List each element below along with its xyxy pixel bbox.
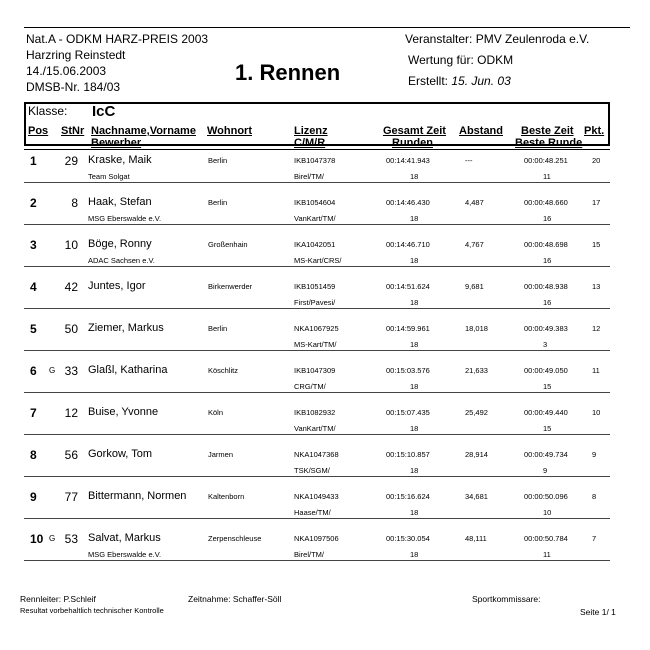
points: 9 <box>592 450 597 459</box>
dmsb-number: DMSB-Nr. 184/03 <box>26 80 121 94</box>
license: NKA1097506 <box>294 534 339 543</box>
points: 12 <box>592 324 601 333</box>
row-separator <box>24 392 610 393</box>
best-lap: 3 <box>543 340 548 349</box>
driver-name: Juntes, Igor <box>88 280 146 292</box>
pos: 4 <box>30 280 37 294</box>
gap: 4,487 <box>465 198 484 207</box>
row-separator <box>24 476 610 477</box>
best-lap: 11 <box>543 550 551 559</box>
cmr: First/Pavesi/ <box>294 298 336 307</box>
points: 13 <box>592 282 601 291</box>
rating: Wertung für: ODKM <box>408 53 514 67</box>
cmr: Birel/TM/ <box>294 172 324 181</box>
cmr: MS-Kart/TM/ <box>294 340 337 349</box>
top-rule <box>24 27 630 28</box>
laps: 18 <box>410 340 419 349</box>
stnr: 12 <box>64 406 78 420</box>
class-value: IcC <box>92 103 116 120</box>
laps: 18 <box>410 298 419 307</box>
best-time: 00:00:48.251 <box>524 156 568 165</box>
entrant: ADAC Sachsen e.V. <box>88 256 155 265</box>
disclaimer: Resultat vorbehaltlich technischer Kontrolle <box>20 606 164 615</box>
col-gap: Abstand <box>459 125 503 137</box>
cmr: Birel/TM/ <box>294 550 324 559</box>
laps: 18 <box>410 172 419 181</box>
laps: 18 <box>410 214 419 223</box>
timing: Zeitnahme: Schaffer-Söll <box>188 594 282 604</box>
col-points: Pkt. <box>584 125 605 137</box>
page-number: Seite 1/ 1 <box>580 607 616 617</box>
stnr: 53 <box>64 532 78 546</box>
row-separator <box>24 308 610 309</box>
gap: 9,681 <box>465 282 484 291</box>
created <box>408 74 511 88</box>
residence: Birkenwerder <box>208 282 253 291</box>
total-time: 00:14:41.943 <box>386 156 430 165</box>
laps: 18 <box>410 382 419 391</box>
driver-name: Bittermann, Normen <box>88 490 187 502</box>
points: 10 <box>592 408 601 417</box>
cmr: TSK/SGM/ <box>294 466 330 475</box>
row-separator <box>24 350 610 351</box>
residence: Kaltenborn <box>208 492 245 501</box>
cmr: MS-Kart/CRS/ <box>294 256 342 265</box>
pos: 5 <box>30 322 37 336</box>
best-lap: 16 <box>543 256 552 265</box>
driver-name: Ziemer, Markus <box>88 322 164 334</box>
cmr: CRG/TM/ <box>294 382 326 391</box>
best-lap: 11 <box>543 172 551 181</box>
stnr: 77 <box>64 490 78 504</box>
best-time: 00:00:50.784 <box>524 534 568 543</box>
col-cmr: C/M/R <box>294 137 326 149</box>
col-laps: Runden <box>392 137 433 149</box>
best-time: 00:00:49.440 <box>524 408 568 417</box>
pos: 2 <box>30 196 37 210</box>
best-lap: 15 <box>543 424 552 433</box>
col-best-time: Beste Zeit <box>521 125 574 137</box>
g-flag: G <box>49 366 56 375</box>
points: 11 <box>592 366 600 375</box>
best-time: 00:00:49.050 <box>524 366 568 375</box>
license: NKA1047368 <box>294 450 339 459</box>
class-label: Klasse: <box>28 104 68 118</box>
license: NKA1067925 <box>294 324 339 333</box>
gap: 48,111 <box>465 534 487 543</box>
total-time: 00:15:07.435 <box>386 408 430 417</box>
cmr: VanKart/TM/ <box>294 424 336 433</box>
page-title: 1. Rennen <box>235 60 341 85</box>
cmr: Haase/TM/ <box>294 508 331 517</box>
best-lap: 16 <box>543 214 552 223</box>
gap: 25,492 <box>465 408 488 417</box>
col-residence: Wohnort <box>207 125 253 137</box>
gap: --- <box>465 156 473 165</box>
pos: 1 <box>30 154 37 168</box>
row-separator <box>24 434 610 435</box>
stnr: 10 <box>64 238 78 252</box>
race-director: Rennleiter: P.Schleif <box>20 594 96 604</box>
entrant: MSG Eberswalde e.V. <box>88 550 162 559</box>
stnr: 33 <box>64 364 78 378</box>
stnr: 29 <box>64 154 78 168</box>
best-time: 00:00:49.734 <box>524 450 568 459</box>
gap: 4,767 <box>465 240 484 249</box>
stnr: 50 <box>64 322 78 336</box>
residence: Zerpenschleuse <box>208 534 262 543</box>
driver-name: Buise, Yvonne <box>88 406 159 418</box>
residence: Köschlitz <box>208 366 239 375</box>
best-lap: 16 <box>543 298 552 307</box>
pos: 8 <box>30 448 37 462</box>
header-rule <box>24 149 610 150</box>
gap: 28,914 <box>465 450 488 459</box>
residence: Großenhain <box>208 240 248 249</box>
total-time: 00:15:16.624 <box>386 492 430 501</box>
row-separator <box>24 182 610 183</box>
license: IKB1047309 <box>294 366 336 375</box>
points: 8 <box>592 492 597 501</box>
best-lap: 10 <box>543 508 552 517</box>
stnr: 8 <box>71 196 78 210</box>
created-label: Erstellt: <box>408 74 449 88</box>
row-separator <box>24 266 610 267</box>
best-time: 00:00:50.096 <box>524 492 568 501</box>
total-time: 00:14:46.430 <box>386 198 430 207</box>
pos: 9 <box>30 490 37 504</box>
col-pos: Pos <box>28 125 49 137</box>
col-total-time: Gesamt Zeit <box>383 125 446 137</box>
residence: Berlin <box>208 198 228 207</box>
total-time: 00:14:51.624 <box>386 282 430 291</box>
pos: 6 <box>30 364 37 378</box>
points: 7 <box>592 534 597 543</box>
license: IKB1051459 <box>294 282 336 291</box>
stnr: 56 <box>64 448 78 462</box>
row-separator <box>24 224 610 225</box>
pos: 3 <box>30 238 37 252</box>
row-separator <box>24 518 610 519</box>
gap: 21,633 <box>465 366 488 375</box>
event-date: 14./15.06.2003 <box>26 64 107 78</box>
laps: 18 <box>410 508 419 517</box>
stewards: Sportkommissare: <box>472 594 541 604</box>
stnr: 42 <box>64 280 78 294</box>
col-license: Lizenz <box>294 125 328 137</box>
license: IKA1042051 <box>294 240 336 249</box>
total-time: 00:14:59.961 <box>386 324 430 333</box>
residence: Köln <box>208 408 224 417</box>
total-time: 00:15:03.576 <box>386 366 430 375</box>
best-time: 00:00:48.938 <box>524 282 568 291</box>
total-time: 00:15:30.054 <box>386 534 430 543</box>
best-time: 00:00:48.698 <box>524 240 568 249</box>
driver-name: Kraske, Maik <box>88 154 152 166</box>
license: NKA1049433 <box>294 492 339 501</box>
cmr: VanKart/TM/ <box>294 214 336 223</box>
best-time: 00:00:48.660 <box>524 198 568 207</box>
col-name: Nachname,Vorname <box>91 125 196 137</box>
laps: 18 <box>410 466 419 475</box>
pos: 10 <box>30 532 44 546</box>
driver-name: Gorkow, Tom <box>88 448 152 460</box>
col-best-lap: Beste Runde <box>515 137 583 149</box>
entrant: Team Solgat <box>88 172 130 181</box>
residence: Berlin <box>208 324 228 333</box>
total-time: 00:15:10.857 <box>386 450 430 459</box>
driver-name: Haak, Stefan <box>88 196 152 208</box>
laps: 18 <box>410 550 419 559</box>
organizer: Veranstalter: PMV Zeulenroda e.V. <box>405 32 590 46</box>
license: IKB1082932 <box>294 408 336 417</box>
best-lap: 9 <box>543 466 548 475</box>
residence: Berlin <box>208 156 228 165</box>
points: 15 <box>592 240 601 249</box>
col-entrant: Bewerber <box>91 137 142 149</box>
points: 17 <box>592 198 601 207</box>
entrant: MSG Eberswalde e.V. <box>88 214 162 223</box>
points: 20 <box>592 156 601 165</box>
venue: Harzring Reinstedt <box>26 48 126 62</box>
residence: Jarmen <box>208 450 234 459</box>
gap: 18,018 <box>465 324 488 333</box>
best-time: 00:00:49.383 <box>524 324 568 333</box>
laps: 18 <box>410 424 419 433</box>
license: IKB1047378 <box>294 156 336 165</box>
row-separator <box>24 560 610 561</box>
g-flag: G <box>49 534 56 543</box>
driver-name: Glaßl, Katharina <box>88 364 168 376</box>
col-stnr: StNr <box>61 125 85 137</box>
event-name: Nat.A - ODKM HARZ-PREIS 2003 <box>26 32 209 46</box>
created-date: 15. Jun. 03 <box>451 74 511 88</box>
driver-name: Salvat, Markus <box>88 532 161 544</box>
license: IKB1054604 <box>294 198 336 207</box>
total-time: 00:14:46.710 <box>386 240 430 249</box>
driver-name: Böge, Ronny <box>88 238 152 250</box>
gap: 34,681 <box>465 492 488 501</box>
pos: 7 <box>30 406 37 420</box>
best-lap: 15 <box>543 382 552 391</box>
laps: 18 <box>410 256 419 265</box>
